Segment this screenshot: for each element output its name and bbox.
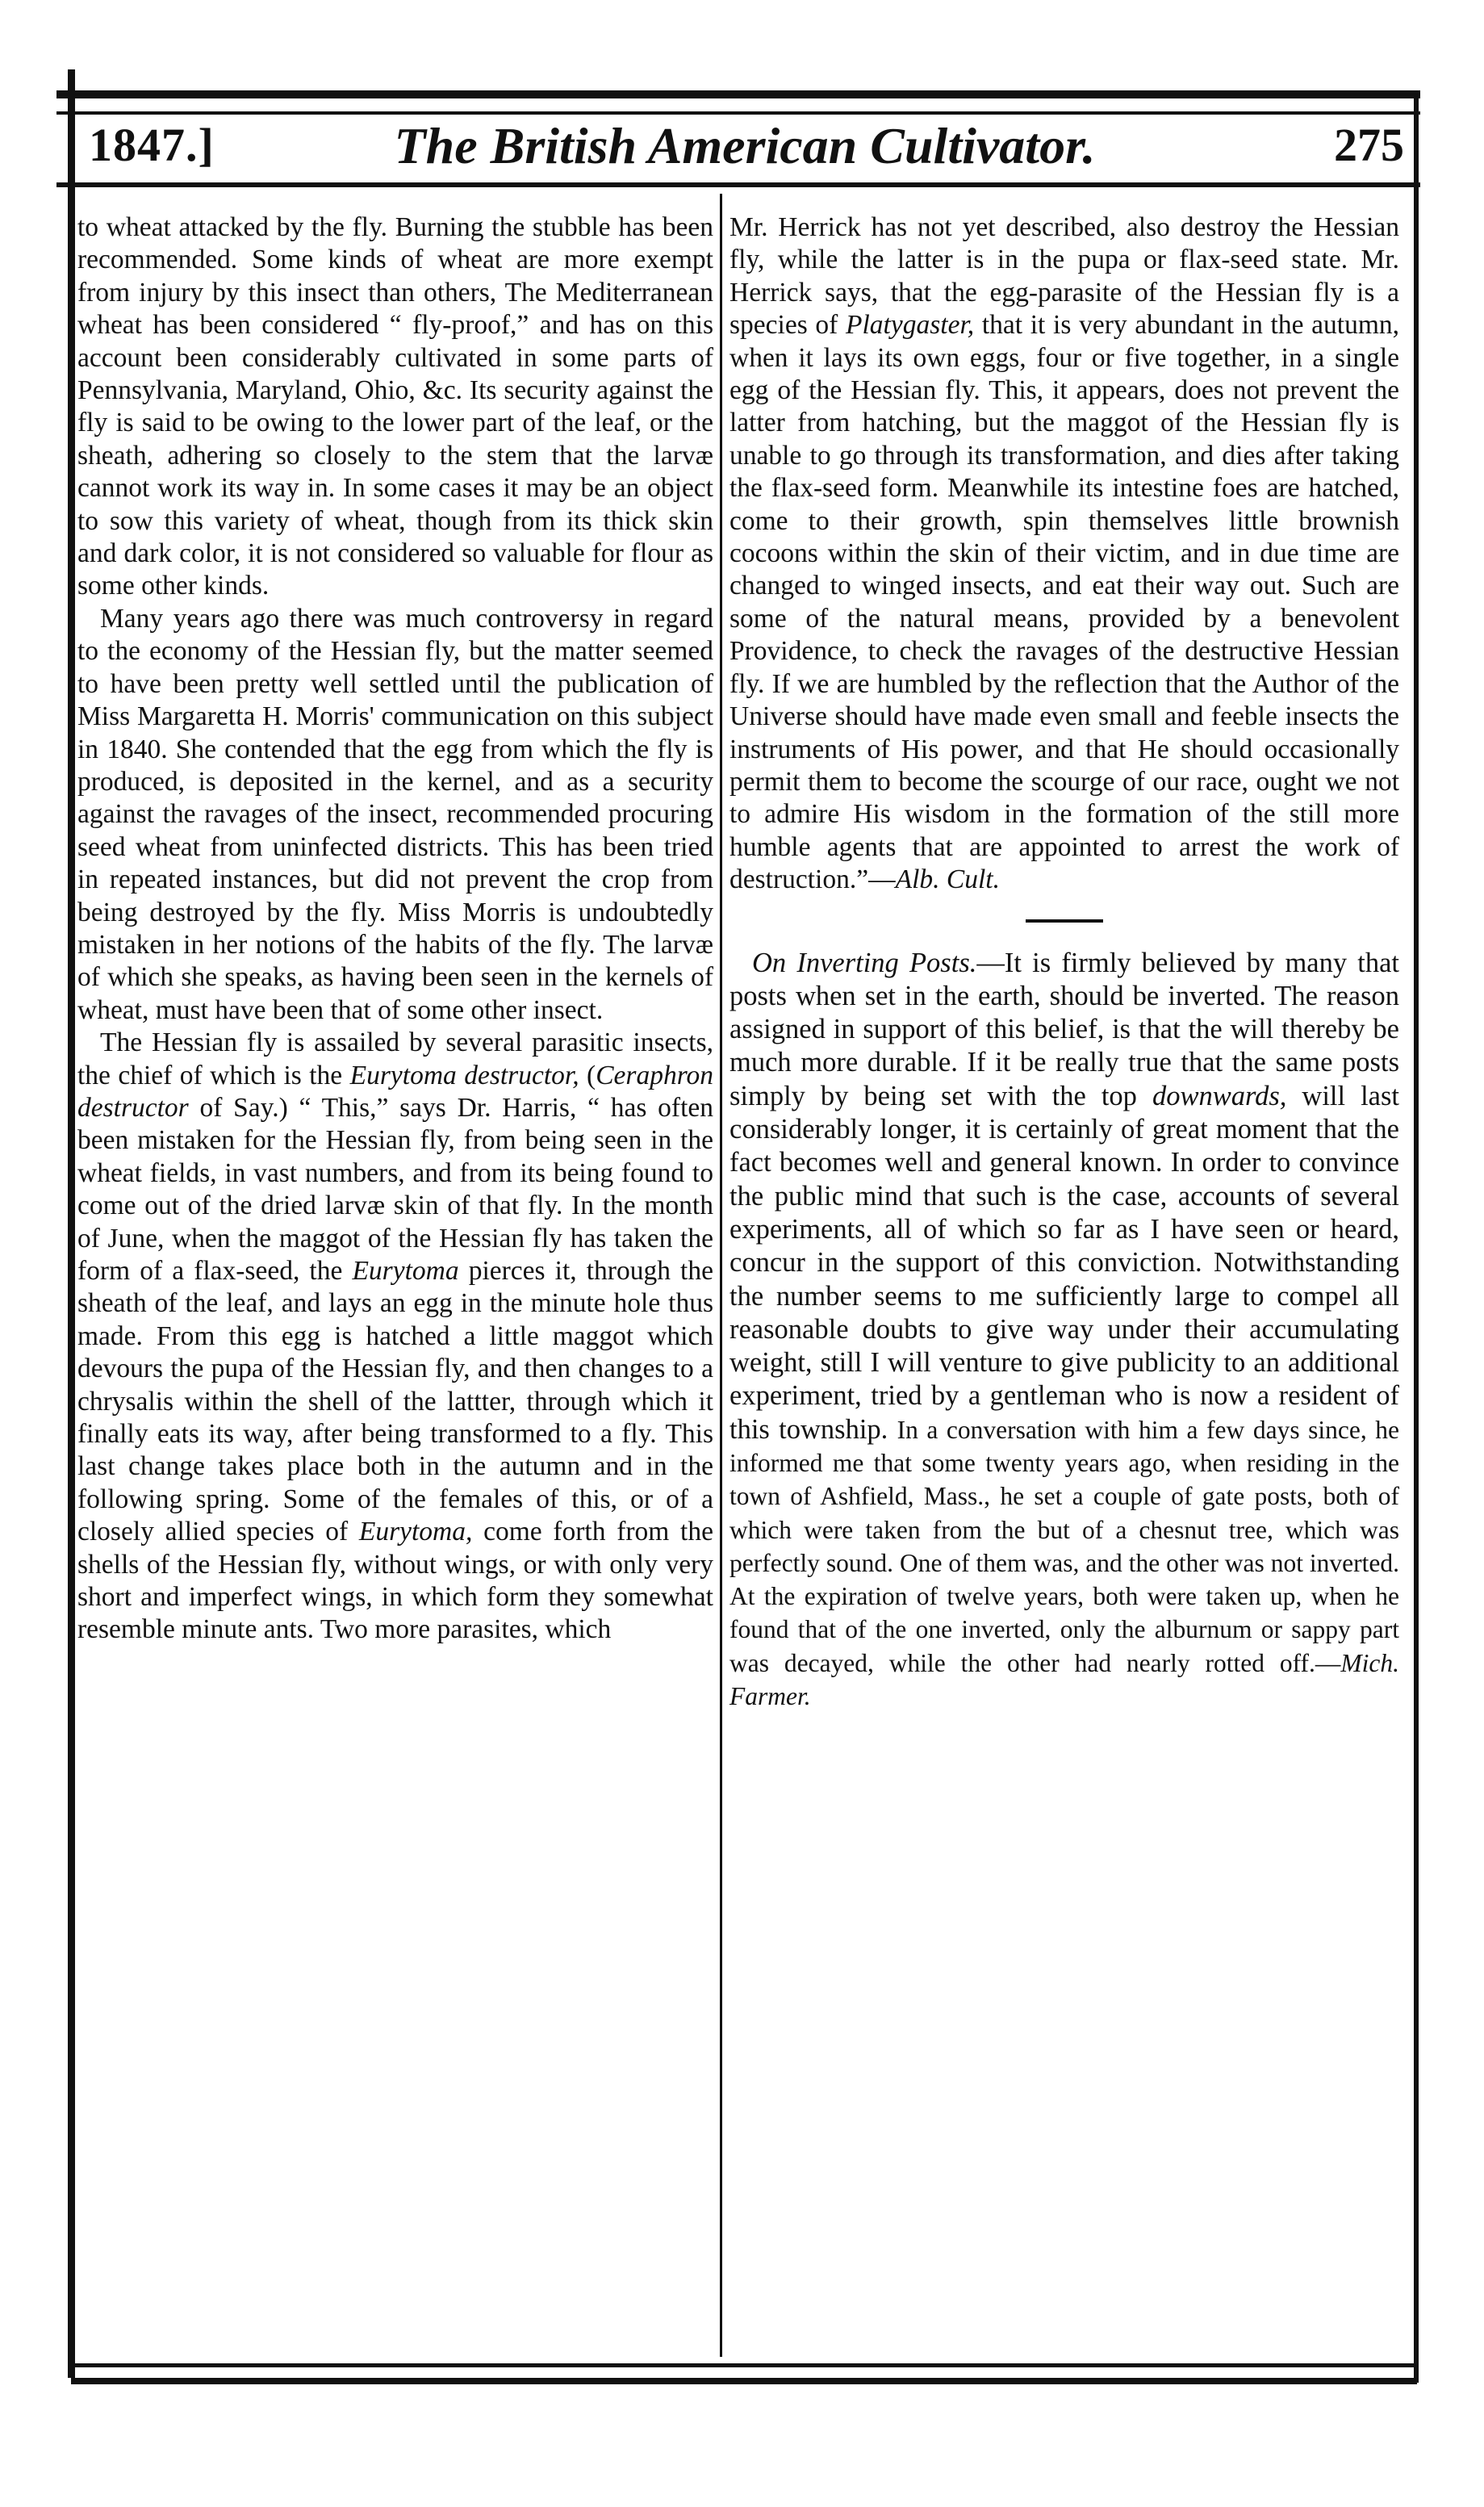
left-paragraph-2: [77, 603, 713, 1027]
bottom-thick-rule: [71, 2378, 1417, 2384]
right-p2-italic-1: On Inverting Posts.: [752, 947, 977, 978]
left-p3-italic-2: Ceraphron destructor: [77, 1060, 713, 1123]
page-header: [77, 115, 1412, 182]
right-p1-italic-1: Platygaster,: [846, 310, 975, 341]
header-year: 1847.]: [89, 119, 215, 171]
left-p3-text-e: come forth from the shells of the Hessian fly, without wings, or with only very short and imperfect wings, in which form they somewhat resemble minute ants. Two more parasites, which: [77, 1517, 713, 1645]
right-border-rule: [1414, 90, 1419, 2383]
right-p1-italic-2: Alb. Cult.: [895, 864, 1000, 895]
left-column: [77, 211, 713, 1647]
header-page-number: 275: [1334, 119, 1404, 171]
article-separator-rule: [1026, 919, 1103, 923]
right-p3-text-a: In a conversation with him a few days since, he informed me that some twenty years ago, when residing in the town of Ashfield, Mass., he set a couple of gate posts, both of which were taken from the but of a chesnut tree, which was perfectly sound. One of them was, and the other was not inverted. At the expiration of twelve years, both were taken up, when he found that of the one inverted, only the alburnum or sappy part was decayed, while the other had nearly rotted off.—: [729, 1415, 1400, 1677]
bottom-thin-rule: [71, 2363, 1417, 2367]
right-p1-text-a: Mr. Herrick has not yet described, also destroy the Hessian fly, while the latter is in the pupa or flax-seed state. Mr. Herrick says, that the egg-parasite of the Hessian fly is a species of: [729, 212, 1399, 341]
right-p1-text-b: that it is very abundant in the autumn, when it lays its own eggs, four or five together, in a single egg of the Hessian fly. This, it appears, does not prevent the latter from hatching, but the maggot of the Hessian fly is unable to go through its transformation, and dies after taking the flax-seed form. Meanwhile its intestine foes are hatched, come to their growth, spin themselves little brownish cocoons within the skin of their victim, and in due time are changed to winged insects, and eat their way out. Such are some of the natural means, provided by a benevolent Providence, to check the ravages of the destructive Hessian fly. If we are humbled by the reflection that the Author of the Universe should have made even small and feeble insects the instruments of His power, and that He should occasionally permit them to become the scourge of our race, ought we not to admire His wisdom in the formation of the still more humble agents that are appointed to arrest the work of destruction.”—: [729, 310, 1399, 895]
left-border-rule: [68, 69, 75, 2378]
left-paragraph-1: [77, 211, 713, 603]
right-p2-italic-2: downwards,: [1152, 1080, 1287, 1111]
left-p1-text: to wheat attacked by the fly. Burning the stubble has been recommended. Some kinds of wheat are more exempt from injury by this insect than others, The Mediterranean wheat has been considered “ fly-proof,” and has on this account been considerably cultivated in some parts of Pennsylvania, Maryland, Ohio, &c. Its security against the fly is said to be owing to the lower part of the leaf, or the sheath, adhering so closely to the stem that the larvæ cannot work its way in. In some cases it may be an object to sow this variety of wheat, though from its thick skin and dark color, it is not considered so valuable for flour as some other kinds.: [77, 212, 713, 601]
left-p3-text-d: pierces it, through the sheath of the leaf, and lays an egg in the minute hole thus made. From this egg is hatched a little maggot which devours the pupa of the Hessian fly, and then changes to a chrysalis within the shell of the lattter, through which it finally eats its way, after being transformed to a fly. This last change takes place both in the autumn and in the following spring. Some of the females of this, or of a closely allied species of: [77, 1256, 713, 1547]
top-thick-rule: [56, 90, 1420, 98]
header-title: The British American Cultivator.: [394, 117, 1096, 174]
right-paragraph-1: [729, 211, 1399, 897]
right-p2-text-b: will last considerably longer, it is certainly of great moment that the fact becomes well and general known. In order to convince the public mind that such is the case, accounts of several experiments, all of which so far as I have seen or heard, concur in the support of this conviction. Notwithstanding the number seems to me sufficiently large to compel all reasonable doubts to give way under their accumulating weight, still I will venture to give publicity to an additional experiment, tried by a gentleman who is now a resident of this township.: [729, 1080, 1399, 1445]
right-p2-text-a: —It is firmly believed by many that posts when set in the earth, should be inverted. The reason assigned in support of this belief, is that the will thereby be much more durable. If it be really true that the same posts simply by being set with the top: [729, 947, 1399, 1111]
left-p3-italic-1: Eurytoma destructor,: [349, 1060, 579, 1090]
left-p3-italic-4: Eurytoma,: [358, 1517, 473, 1547]
column-divider-rule: [720, 194, 722, 2357]
right-p3-italic-1: Mich. Farmer.: [729, 1648, 1399, 1711]
right-column: [729, 211, 1399, 1713]
left-p3-text-b: (: [579, 1060, 596, 1090]
left-paragraph-3: [77, 1027, 713, 1647]
header-bottom-rule: [56, 182, 1420, 187]
right-paragraph-2: [729, 947, 1399, 1714]
left-p3-text-a: The Hessian fly is assailed by several parasitic insects, the chief of which is the: [77, 1027, 713, 1090]
left-p3-text-c: of Say.) “ This,” says Dr. Harris, “ has often been mistaken for the Hessian fly, from being seen in the wheat fields, in vast numbers, and from its being found to come out of the dried larvæ skin of that fly. In the month of June, when the maggot of the Hessian fly has taken the form of a flax-seed, the: [77, 1092, 713, 1286]
left-p3-italic-3: Eurytoma: [352, 1256, 459, 1286]
left-p2-text: Many years ago there was much controversy in regard to the economy of the Hessian fly, but the matter seemed to have been pretty well settled until the publication of Miss Margaretta H. Morris' communication on this subject in 1840. She contended that the egg from which the fly is produced, is deposited in the kernel, and as a security against the ravages of the insect, recommended procuring seed wheat from uninfected districts. This has been tried in repeated instances, but did not prevent the crop from being destroyed by the fly. Miss Morris is undoubtedly mistaken in her notions of the habits of the fly. The larvæ of which she speaks, as having been seen in the kernels of wheat, must have been that of some other insect.: [77, 603, 713, 1025]
